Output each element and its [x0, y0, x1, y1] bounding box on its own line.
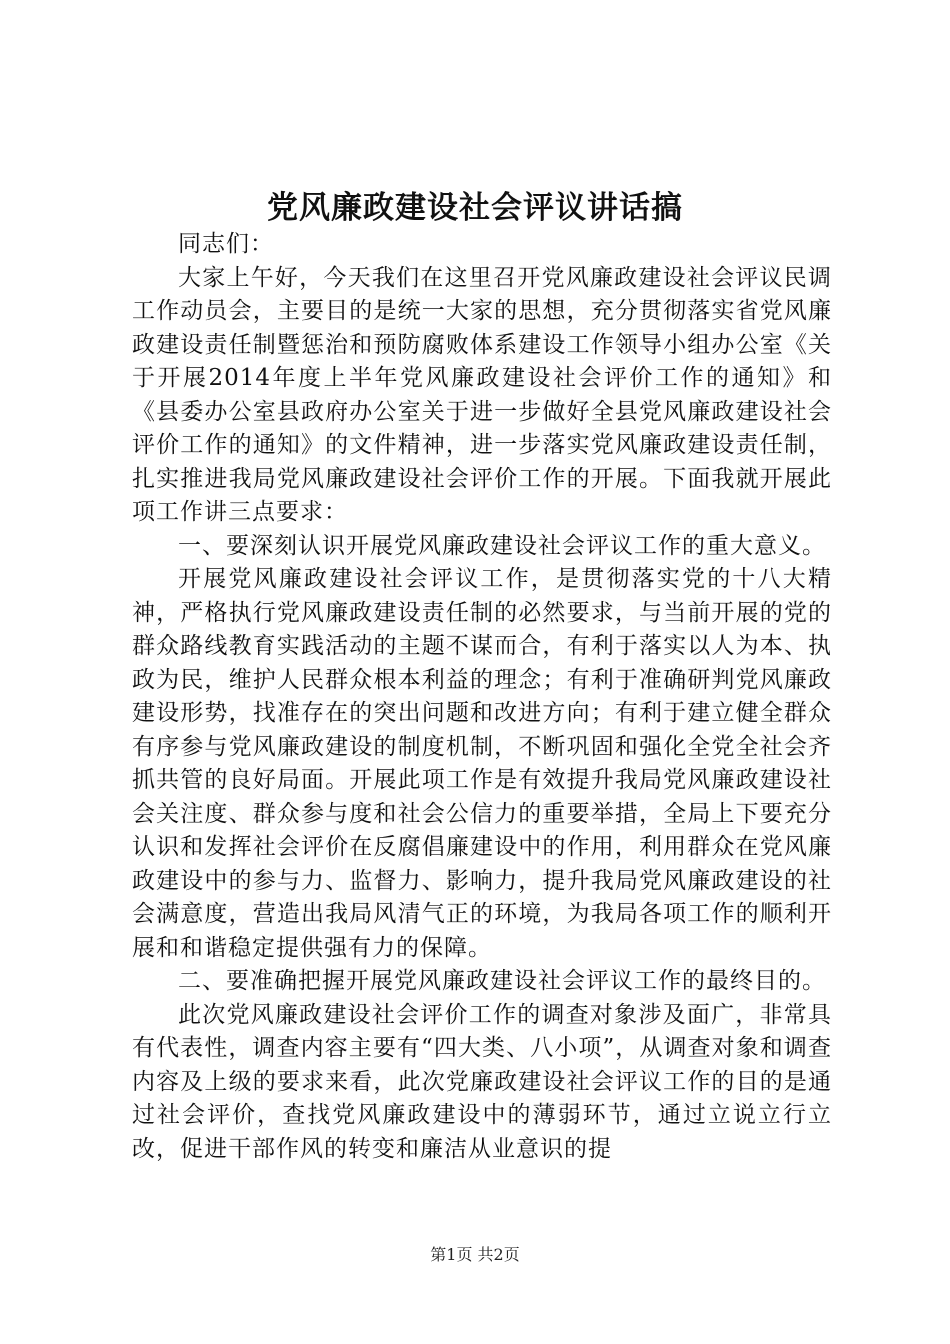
heading-point-one: 一、要深刻认识开展党风廉政建设社会评议工作的重大意义。 — [178, 532, 826, 559]
document-body — [132, 228, 832, 1166]
page-footer: 第1页 共2页 — [430, 1245, 520, 1264]
paragraph-opening: 大家上午好，今天我们在这里召开党风廉政建设社会评议民调工作动员会，主要目的是统一大家的思想，充分贯彻落实省党风廉政建设责任制暨惩治和预防腐败体系建设工作领导小组办公室《关于开展2014年度上半年党风廉政建设社会评价工作的通知》和《县委办公室县政府办公室关于进一步做好全县党风廉政建设社会评价工作的通知》的文件精神，进一步落实党风廉政建设责任制，扎实推进我局党风廉政建设社会评价工作的开展。下面我就开展此项工作讲三点要求： — [132, 264, 832, 525]
document-title: 党风廉政建设社会评议讲话搞 — [267, 190, 683, 226]
salutation: 同志们： — [178, 231, 274, 257]
paragraph-point-two: 此次党风廉政建设社会评价工作的调查对象涉及面广，非常具有代表性，调查内容主要有“四大类、八小项”，从调查对象和调查内容及上级的要求来看，此次党廉政建设社会评议工作的目的是通过社会评价，查找党风廉政建设中的薄弱环节，通过立说立行立改，促进干部作风的转变和廉洁从业意识的提 — [132, 1001, 832, 1162]
paragraph-point-one: 开展党风廉政建设社会评议工作，是贯彻落实党的十八大精神，严格执行党风廉政建设责任制的必然要求，与当前开展的党的群众路线教育实践活动的主题不谋而合，有利于落实以人为本、执政为民，维护人民群众根本利益的理念；有利于准确研判党风廉政建设形势，找准存在的突出问题和改进方向；有利于建立健全群众有序参与党风廉政建设的制度机制，不断巩固和强化全党全社会齐抓共管的良好局面。开展此项工作是有效提升我局党风廉政建设社会关注度、群众参与度和社会公信力的重要举措，全局上下要充分认识和发挥社会评价在反腐倡廉建设中的作用，利用群众在党风廉政建设中的参与力、监督力、影响力，提升我局党风廉政建设的社会满意度，营造出我局风清气正的环境，为我局各项工作的顺利开展和和谐稳定提供强有力的保障。 — [132, 566, 832, 961]
heading-point-two: 二、要准确把握开展党风廉政建设社会评议工作的最终目的。 — [178, 968, 826, 994]
